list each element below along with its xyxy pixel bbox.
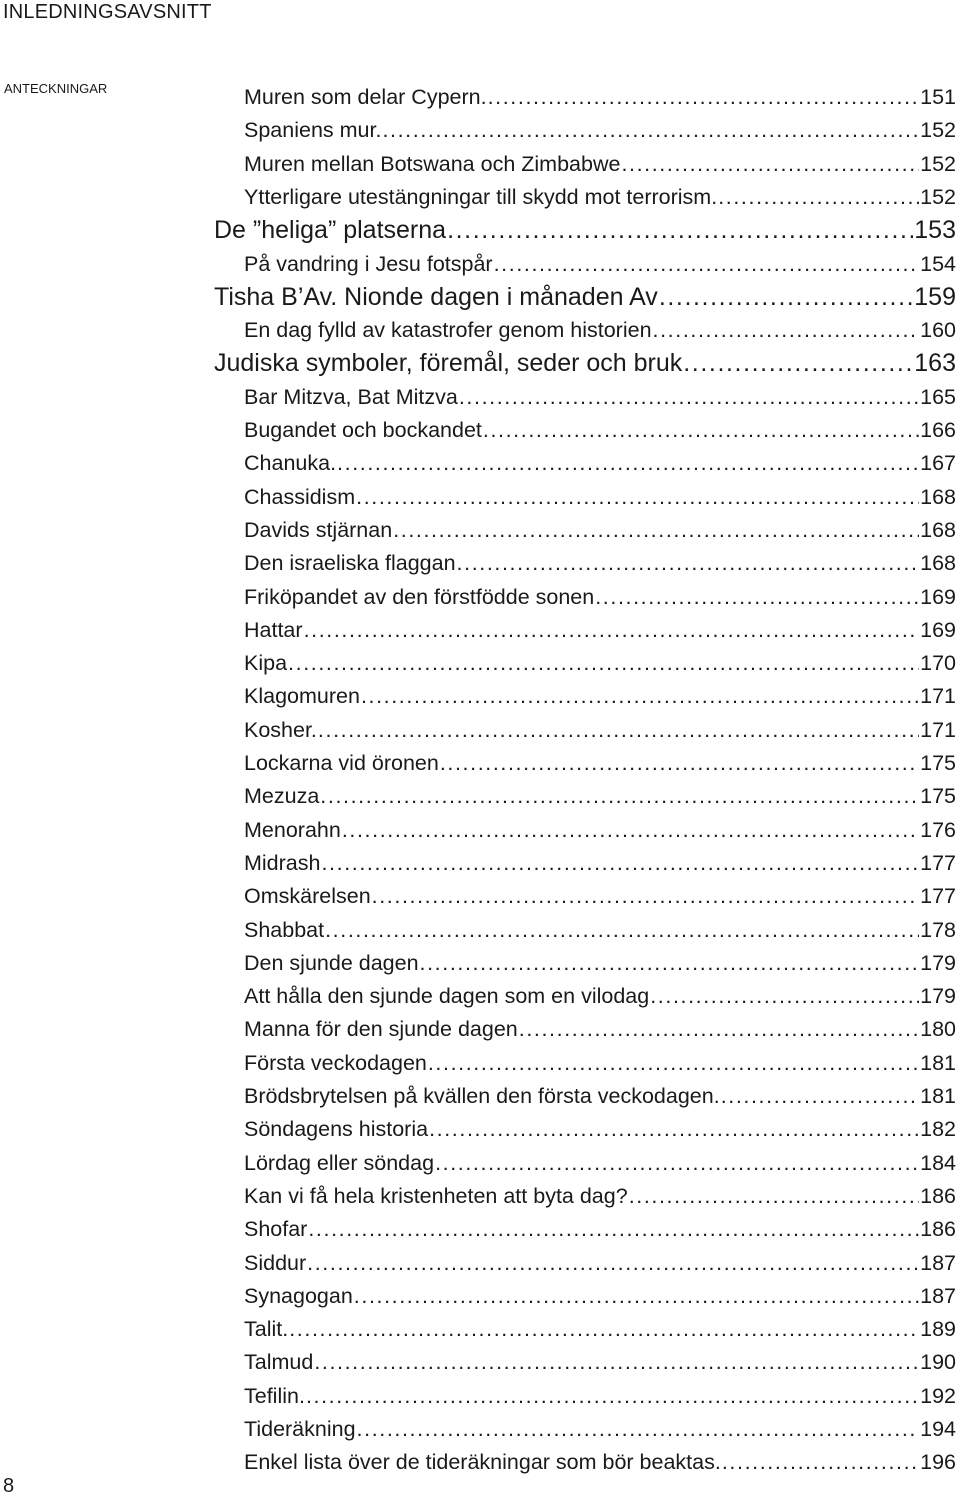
toc-entry	[244, 114, 956, 147]
toc-entry-title: Midrash	[244, 850, 321, 875]
toc-entry	[244, 1446, 956, 1479]
toc-entry-title: Den sjunde dagen	[244, 950, 419, 975]
toc-entry-title: Shabbat	[244, 917, 325, 942]
toc-entry-page: 163	[914, 349, 956, 378]
toc-entry	[244, 314, 956, 347]
toc-entry-title: Muren som delar Cypern.	[244, 85, 487, 109]
toc-entry-page: 165	[920, 384, 956, 409]
toc-entry-page: 166	[920, 418, 956, 442]
toc-entry-title: Kosher.	[244, 717, 317, 742]
toc-dot-leader	[629, 1180, 919, 1213]
toc-entry-title: Davids stjärnan	[244, 517, 393, 542]
toc-entry	[244, 647, 956, 680]
toc-dot-leader	[307, 1247, 919, 1280]
toc-dot-leader	[382, 114, 919, 147]
toc-dot-leader	[356, 481, 919, 514]
toc-entry-page: 153	[914, 216, 956, 245]
toc-dot-leader	[393, 514, 919, 547]
toc-entry	[244, 1346, 956, 1379]
toc-entry-page: 181	[920, 1084, 956, 1108]
toc-dot-leader	[440, 747, 919, 780]
section-header: INLEDNINGSAVSNITT	[3, 1, 212, 23]
toc-dot-leader	[683, 347, 913, 380]
toc-entry	[244, 181, 956, 214]
toc-dot-leader	[519, 1013, 919, 1046]
toc-entry-title: Talmud	[244, 1350, 314, 1375]
toc-entry-page: 152	[920, 151, 956, 176]
toc-entry-page: 152	[920, 184, 956, 209]
toc-entry	[244, 1147, 956, 1180]
toc-entry-page: 175	[920, 784, 956, 809]
toc-dot-leader	[304, 614, 920, 647]
toc-entry	[244, 747, 956, 780]
toc-entry-page: 177	[920, 884, 956, 909]
toc-entry-title: Lockarna vid öronen	[244, 751, 439, 775]
toc-entry	[244, 780, 956, 813]
toc-entry	[244, 1047, 956, 1080]
toc-entry	[244, 1413, 956, 1446]
toc-entry	[244, 980, 956, 1013]
toc-entry	[244, 1247, 956, 1280]
toc-entry	[244, 547, 956, 580]
toc-dot-leader	[457, 547, 920, 580]
toc-dot-leader	[650, 980, 919, 1013]
toc-entry-title: Ytterligare utestängningar till skydd mot terrorism.	[244, 184, 718, 209]
toc-entry	[244, 947, 956, 980]
toc-dot-leader	[428, 1047, 919, 1080]
toc-dot-leader	[361, 680, 919, 713]
toc-entry-page: 160	[920, 318, 956, 343]
toc-dot-leader	[488, 81, 920, 114]
toc-dot-leader	[459, 381, 919, 414]
toc-entry-page: 175	[920, 751, 956, 775]
toc-dot-leader	[354, 1280, 919, 1313]
toc-entry	[244, 1013, 956, 1046]
toc-entry-page: 181	[920, 1050, 956, 1075]
toc-dot-leader	[372, 880, 919, 913]
toc-section-heading	[214, 281, 956, 314]
toc-entry-page: 167	[920, 451, 956, 476]
toc-entry-title: Brödsbrytelsen på kvällen den första veckodagen.	[244, 1084, 720, 1108]
toc-entry-page: 194	[920, 1417, 956, 1441]
toc-entry-page: 168	[920, 517, 956, 542]
toc-entry-page: 169	[920, 584, 956, 609]
toc-entry-title: Chassidism	[244, 484, 356, 509]
toc-entry	[244, 1313, 956, 1346]
toc-entry-title: En dag fylld av katastrofer genom historien	[244, 318, 652, 343]
notes-margin-label: ANTECKNINGAR	[4, 81, 108, 96]
toc-dot-leader	[621, 148, 919, 181]
toc-dot-leader	[659, 281, 913, 314]
toc-dot-leader	[722, 1446, 919, 1479]
toc-entry-title: Judiska symboler, föremål, seder och bruk	[214, 349, 683, 378]
toc-entry-title: Kan vi få hela kristenheten att byta dag?	[244, 1183, 628, 1208]
toc-entry	[244, 814, 956, 847]
toc-entry	[244, 581, 956, 614]
toc-entry-page: 168	[920, 551, 956, 576]
toc-entry-page: 186	[920, 1183, 956, 1208]
toc-dot-leader	[320, 780, 919, 813]
toc-entry-title: Shofar	[244, 1217, 308, 1242]
toc-dot-leader	[435, 1147, 919, 1180]
toc-entry	[244, 680, 956, 713]
toc-entry-title: Muren mellan Botswana och Zimbabwe	[244, 151, 621, 176]
toc-entry	[244, 514, 956, 547]
toc-entry	[244, 414, 956, 447]
toc-entry	[244, 1180, 956, 1213]
toc-dot-leader	[420, 947, 920, 980]
toc-entry-title: Enkel lista över de tideräkningar som bör beaktas.	[244, 1450, 721, 1475]
toc-entry	[244, 248, 956, 281]
toc-entry-title: Omskärelsen	[244, 884, 371, 909]
toc-entry	[244, 1113, 956, 1146]
toc-entry-title: Menorahn	[244, 817, 341, 842]
toc-entry	[244, 481, 956, 514]
toc-dot-leader	[718, 181, 919, 214]
toc-entry-page: 154	[920, 251, 956, 276]
toc-entry-page: 152	[920, 118, 956, 143]
toc-entry-page: 179	[920, 950, 956, 975]
toc-entry-page: 171	[920, 717, 956, 742]
toc-dot-leader	[289, 1313, 919, 1346]
toc-dot-leader	[721, 1080, 919, 1113]
toc-entry-page: 189	[920, 1317, 956, 1342]
toc-entry	[244, 1380, 956, 1413]
toc-entry-title: Söndagens historia	[244, 1117, 429, 1142]
toc-entry-page: 169	[920, 617, 956, 642]
toc-entry-title: Hattar	[244, 617, 303, 642]
toc-entry-title: Mezuza	[244, 784, 320, 809]
toc-entry	[244, 614, 956, 647]
toc-entry-title: Chanuka.	[244, 451, 337, 476]
toc-section-heading	[214, 347, 956, 380]
toc-entry-title: Bugandet och bockandet	[244, 418, 482, 442]
toc-dot-leader	[595, 581, 919, 614]
toc-entry-title: Kipa	[244, 651, 288, 676]
page-number: 8	[3, 1475, 15, 1497]
toc-entry-page: 176	[920, 817, 956, 842]
toc-entry-title: Den israeliska flaggan	[244, 551, 456, 576]
toc-entry	[244, 714, 956, 747]
toc-dot-leader	[314, 1346, 919, 1379]
toc-entry	[244, 880, 956, 913]
toc-entry-page: 192	[920, 1383, 956, 1408]
toc-entry-title: Friköpandet av den förstfödde sonen	[244, 584, 595, 609]
toc-entry	[244, 914, 956, 947]
toc-entry	[244, 447, 956, 480]
toc-entry-title: Första veckodagen	[244, 1050, 427, 1075]
toc-dot-leader	[447, 214, 913, 247]
toc-dot-leader	[483, 414, 919, 447]
toc-entry-title: Lördag eller söndag	[244, 1150, 435, 1175]
toc-dot-leader	[306, 1380, 919, 1413]
toc-entry	[244, 1080, 956, 1113]
toc-entry	[244, 847, 956, 880]
toc-entry-page: 182	[920, 1117, 956, 1142]
toc-entry-title: Synagogan	[244, 1283, 353, 1308]
toc-entry-title: Tisha B’Av. Nionde dagen i månaden Av	[214, 282, 658, 311]
toc-entry-title: Talit.	[244, 1317, 289, 1342]
toc-entry-page: 168	[920, 484, 956, 509]
toc-entry-page: 190	[920, 1350, 956, 1375]
toc-entry-page: 187	[920, 1283, 956, 1308]
toc-entry-title: Tideräkning	[244, 1417, 356, 1441]
toc-entry	[244, 1280, 956, 1313]
toc-entry-page: 196	[920, 1450, 956, 1475]
toc-entry-title: Att hålla den sjunde dagen som en vilodag	[244, 984, 650, 1009]
toc-entry	[244, 381, 956, 414]
toc-dot-leader	[321, 847, 919, 880]
toc-entry-title: Klagomuren	[244, 684, 360, 709]
toc-dot-leader	[308, 1213, 919, 1246]
toc-entry-page: 151	[920, 85, 956, 109]
toc-dot-leader	[325, 914, 919, 947]
toc-entry-page: 186	[920, 1217, 956, 1242]
toc-dot-leader	[337, 447, 919, 480]
toc-dot-leader	[357, 1413, 920, 1446]
toc-entry-page: 177	[920, 850, 956, 875]
toc-dot-leader	[429, 1113, 919, 1146]
toc-entry	[244, 148, 956, 181]
toc-entry	[244, 1213, 956, 1246]
toc-entry-title: Tefilin.	[244, 1383, 305, 1408]
toc-entry-title: De ”heliga” platserna	[214, 216, 447, 245]
toc-dot-leader	[653, 314, 920, 347]
toc-entry-page: 184	[920, 1150, 956, 1175]
toc-dot-leader	[318, 714, 919, 747]
toc-entry-page: 178	[920, 917, 956, 942]
toc-entry-title: Spaniens mur.	[244, 118, 382, 143]
toc-dot-leader	[342, 814, 919, 847]
toc-entry	[244, 81, 956, 114]
toc-entry-title: Bar Mitzva, Bat Mitzva	[244, 384, 458, 409]
toc-entry-page: 170	[920, 651, 956, 676]
toc-dot-leader	[494, 248, 920, 281]
toc-entry-page: 187	[920, 1250, 956, 1275]
toc-entry-title: Manna för den sjunde dagen	[244, 1017, 518, 1042]
toc-entry-title: På vandring i Jesu fotspår	[244, 251, 493, 276]
toc-dot-leader	[288, 647, 919, 680]
toc-entry-page: 180	[920, 1017, 956, 1042]
toc-section-heading	[214, 214, 956, 247]
toc-entry-page: 159	[914, 282, 956, 311]
toc-entry-page: 179	[920, 984, 956, 1009]
toc-entry-page: 171	[920, 684, 956, 709]
toc-entry-title: Siddur	[244, 1250, 307, 1275]
